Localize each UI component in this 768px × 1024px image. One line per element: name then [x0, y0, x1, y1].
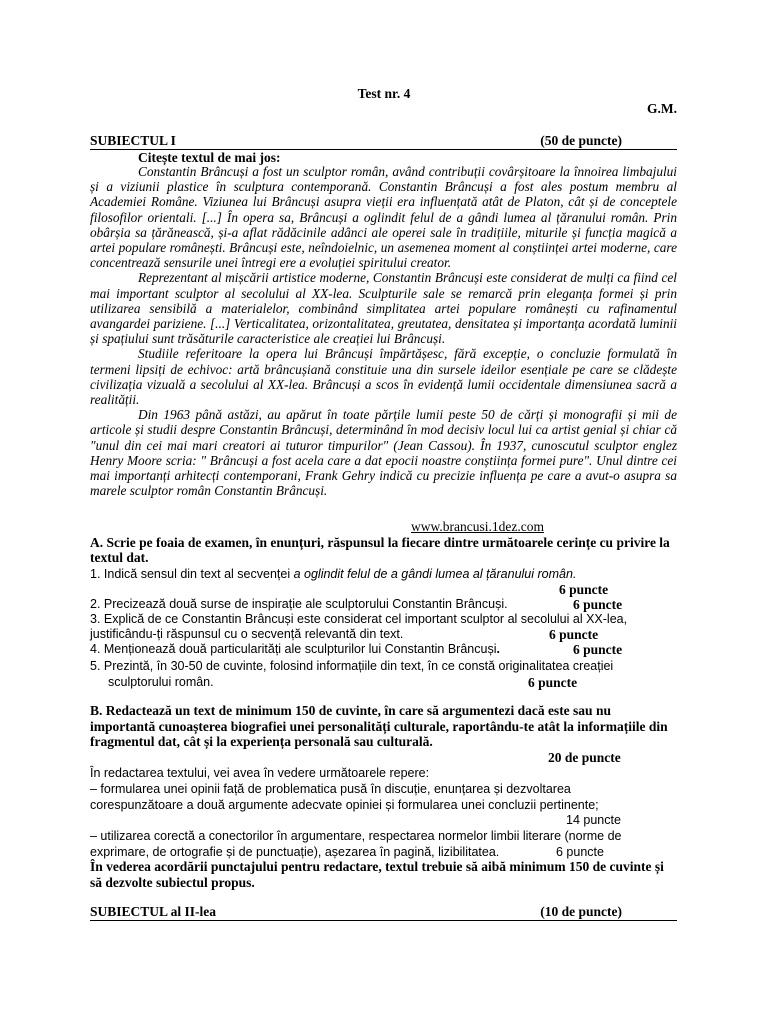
subject2-title: SUBIECTUL al II-lea	[90, 904, 217, 919]
reading-text	[90, 164, 677, 498]
question-3-line-1: 3. Explică de ce Constantin Brâncuși este considerat cel important sculptor al secolului al XX-lea,	[90, 612, 628, 626]
part-b-item-1-line-1: – formularea unei opinii față de problematica pusă în discuție, enunțarea și dezvoltarea	[90, 782, 571, 796]
test-title: Test nr. 4	[357, 86, 411, 101]
question-5-line-2: sculptorului român.	[108, 675, 214, 689]
part-b-item-1-points: 14 puncte	[566, 813, 621, 827]
question-1-text: 1. Indică sensul din text al secvenței	[90, 567, 294, 581]
part-b-item-1-line-2: corespunzătoare a două argumente adecvate opiniei și formularea unei concluzii pertinente;	[90, 798, 599, 812]
paragraph: Din 1963 până astăzi, au apărut în toate părțile lumii peste 50 de cărți și monografii și mii de articole și studii despre Constantin Brâncuși, determinând în mod decisiv locul lui ca artist genial și chiar că "unul din cei mai mari creatori ai tuturor timpurilor" (Jean Cassou). În 1937, cunoscutul sculptor englez Henry Moore scria: " Brâncuși a fost acela care a dat epocii noastre conștiința formei pure". Unul dintre cei mai importanți arhitecți contemporani, Frank Gehry indică cu precizie influența pe care a avut-o asupra sa marele sculptor român Constantin Brâncuși.	[90, 407, 677, 499]
paragraph: Studiile referitoare la opera lui Brâncuși împărtășesc, fără excepție, o concluzie formulată în termeni lipsiți de echivoc: artă brâncușiană constituie una din sursele ideilor esențiale pe care se clădește civilizația vizuală a secolului al XX-lea. Brâncuși a scos în evidență lumii occidentale dimensiunea sacră a realității.	[90, 346, 677, 408]
question-5-points: 6 puncte	[528, 675, 578, 690]
question-2-points: 6 puncte	[573, 597, 623, 612]
part-b-note: În vederea acordării punctajului pentru redactare, textul trebuie să aibă minimum 150 de cuvinte și să dezvolte subiectul propus.	[90, 859, 664, 890]
paragraph: Reprezentant al mișcării artistice moderne, Constantin Brâncuși este considerat de mulți ca fiind cel mai important sculptor al secolului al XX-lea. Sculpturile sale se remarcă prin eleganța formei și prin utilizarea sensibilă a materialelor, combinând simplitatea artei populare românești cu rafinamentul avangardei pariziene. [...] Verticalitatea, orizontalitatea, greutatea, densitatea și importanța acordată luminii și spațiului sunt trăsăturile caracteristice ale creației lui Brâncuși.	[90, 270, 677, 347]
subject2-header	[90, 904, 677, 920]
part-b-intro: În redactarea textului, vei avea în vedere următoarele repere:	[90, 766, 430, 780]
question-2-text: 2. Precizează două surse de inspirație ale sculptorului Constantin Brâncuși.	[90, 597, 508, 611]
part-b-heading: B. Redactează un text de minimum 150 de cuvinte, în care să argumentezi dacă este sau nu importantă cunoașterea biografiei unei personalități culturale, raportându-te atât la informațiile din fragmentul dat, cât și la experiența personală sau culturală.	[90, 703, 668, 749]
reading-instruction: Citește textul de mai jos:	[138, 150, 281, 165]
subject1-points: (50 de puncte)	[540, 133, 622, 148]
question-5-line-1: 5. Prezintă, în 30-50 de cuvinte, folosind informațiile din text, în ce constă originalitatea creației	[90, 659, 614, 673]
question-3-points: 6 puncte	[549, 627, 599, 642]
subject2-points: (10 de puncte)	[540, 904, 622, 919]
question-4	[90, 642, 500, 656]
question-4-text: 4. Menționează două particularități ale sculpturilor lui Constantin Brâncuși	[90, 642, 497, 656]
subject1-title: SUBIECTUL I	[90, 133, 176, 148]
part-b-item-2-line-1: – utilizarea corectă a conectorilor în argumentare, respectarea normelor limbii literare (norme de	[90, 829, 622, 843]
part-b-item-2-points: 6 puncte	[556, 845, 604, 859]
question-1-quote: a oglindit felul de a gândi lumea al țăranului român.	[293, 567, 577, 581]
question-1	[90, 567, 576, 581]
subject1-header	[90, 133, 677, 149]
subject2-underline	[90, 920, 677, 921]
part-a-heading: A. Scrie pe foaia de examen, în enunțuri, răspunsul la fiecare dintre următoarele cerințe cu privire la textul dat.	[90, 535, 670, 565]
question-4-dot: .	[496, 642, 500, 656]
part-b-points: 20 de puncte	[548, 750, 621, 765]
part-b-item-2-line-2: exprimare, de ortografie și de punctuație), așezarea în pagină, lizibilitatea.	[90, 845, 500, 859]
author-initials: G.M.	[647, 101, 677, 116]
question-3-line-2: justificându-ți răspunsul cu o secvență relevantă din text.	[90, 627, 404, 641]
paragraph: Constantin Brâncuși a fost un sculptor român, având contribuții covârșitoare la înnoirea limbajului și a viziunii plastice în sculptura contemporană. Constantin Brâncuși a fost ales postum membru al Academiei Române. Viziunea lui Brâncuși asupra vieții era influențată atât de Platon, cât și de conceptele filosofilor orientali. [...] În opera sa, Brâncuși a oglindit felul de a gândi lumea al țăranului român. Prin obârșia sa țărănească, și-a aflat rădăcinile adânci ale operei sale în tradițiile, miturile și funcția magică a artei populare românești. Brâncuși este, neîndoielnic, un asemenea moment al conștiinței artei moderne, care concentrează sensurile unei întregi ere a evoluției spiritului creator.	[90, 164, 677, 271]
question-1-points: 6 puncte	[559, 582, 609, 597]
source-link[interactable]: www.brancusi.1dez.com	[411, 519, 544, 534]
question-4-points: 6 puncte	[573, 642, 623, 657]
